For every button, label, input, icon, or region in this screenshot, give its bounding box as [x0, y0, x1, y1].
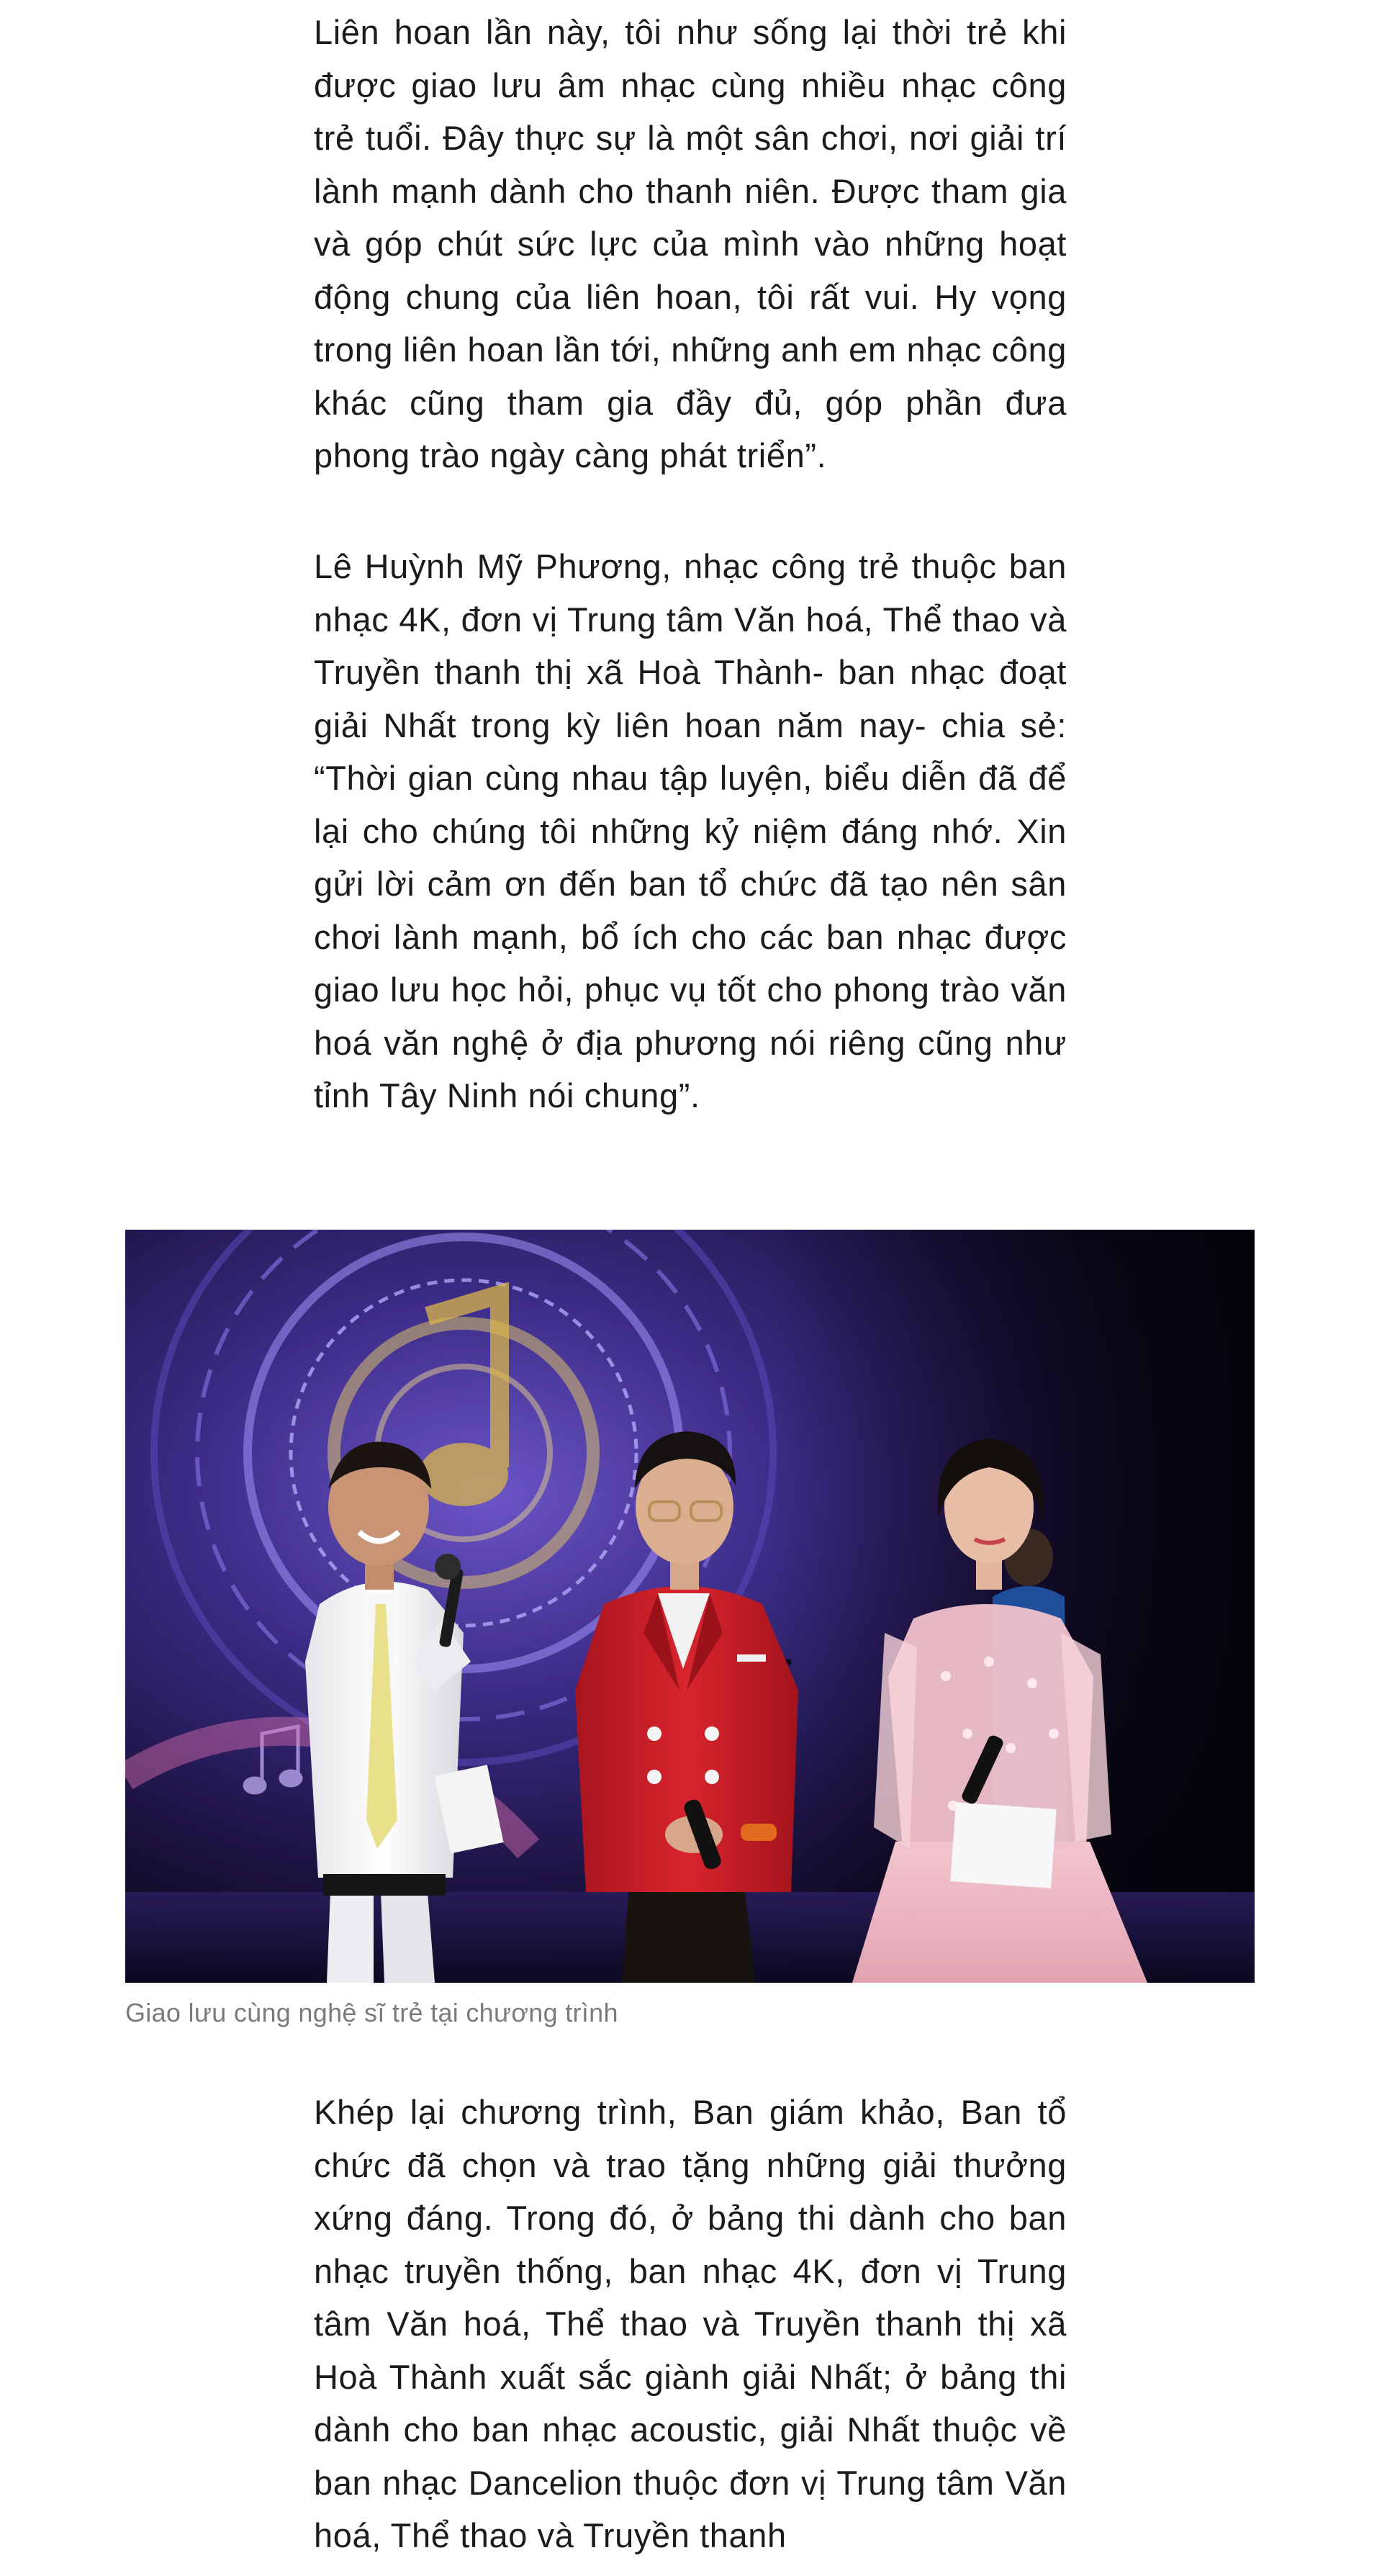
article-paragraph-1: Liên hoan lần này, tôi như sống lại thời trẻ khi được giao lưu âm nhạc cùng nhiều nhạc công trẻ tuổi. Đây thực sự là một sân chơi, nơi giải trí lành mạnh dành cho thanh niên. Được tham gia và góp chút sức lực của mình vào những hoạt động chung của liên hoan, tôi rất vui. Hy vọng trong liên hoan lần tới, những anh em nhạc công khác cũng tham gia đầy đủ, góp phần đưa phong trào ngày càng phát triển”. — [314, 13, 1067, 474]
stage-photo — [125, 1230, 1255, 1983]
article-paragraph-3: Khép lại chương trình, Ban giám khảo, Ban tổ chức đã chọn và trao tặng những giải thưởng xứng đáng. Trong đó, ở bảng thi dành cho ban nhạc truyền thống, ban nhạc 4K, đơn vị Trung tâm Văn hoá, Thể thao và Truyền thanh thị xã Hoà Thành xuất sắc giành giải Nhất; ở bảng thi dành cho ban nhạc acoustic, giải Nhất thuộc về ban nhạc Dancelion thuộc đơn vị Trung tâm Văn hoá, Thể thao và Truyền thanh — [314, 2093, 1067, 2554]
stage-photo-illustration — [125, 1230, 1255, 1983]
article-paragraph-2: Lê Huỳnh Mỹ Phương, nhạc công trẻ thuộc ban nhạc 4K, đơn vị Trung tâm Văn hoá, Thể thao và Truyền thanh thị xã Hoà Thành- ban nhạc đoạt giải Nhất trong kỳ liên hoan năm nay- chia sẻ: “Thời gian cùng nhau tập luyện, biểu diễn đã để lại cho chúng tôi những kỷ niệm đáng nhớ. Xin gửi lời cảm ơn đến ban tổ chức đã tạo nên sân chơi lành mạnh, bổ ích cho các ban nhạc được giao lưu học hỏi, phục vụ tốt cho phong trào văn hoá văn nghệ ở địa phương nói riêng cũng như tỉnh Tây Ninh nói chung”. — [314, 547, 1067, 1114]
photo-caption: Giao lưu cùng nghệ sĩ trẻ tại chương trình — [125, 1998, 618, 2027]
